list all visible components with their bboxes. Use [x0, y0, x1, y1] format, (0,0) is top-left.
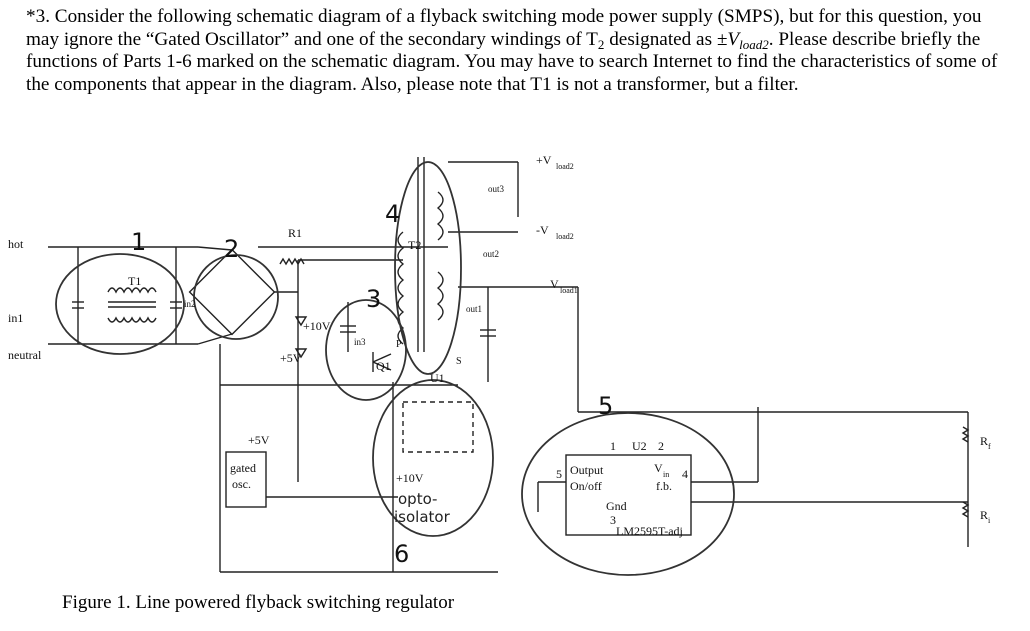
label-vload1: V [550, 277, 559, 291]
label-isolator: isolator [394, 508, 450, 526]
bridge-in-b [198, 334, 232, 344]
pm-v-text: ±V [716, 28, 740, 50]
label-osc: osc. [232, 477, 251, 491]
t2-secondary-1 [438, 192, 443, 240]
label-fb: f.b. [656, 479, 672, 493]
label-neutral: neutral [8, 348, 42, 362]
label-output: Output [570, 463, 604, 477]
label-cout2: out2 [483, 249, 500, 259]
label-vload2-neg: -V [536, 223, 549, 237]
label-opto: opto- [398, 490, 438, 508]
part-marker-3: 3 [366, 285, 382, 313]
label-np: P [396, 339, 402, 350]
label-ri-sub: i [988, 516, 991, 525]
label-cout3: out3 [488, 184, 505, 194]
part-marker-5: 5 [598, 392, 614, 420]
label-pin5: 5 [556, 467, 562, 481]
label-plus10v-b: +10V [396, 471, 424, 485]
rf-resistor [963, 427, 968, 442]
label-ri: R [980, 508, 989, 522]
schematic-wires [48, 157, 968, 572]
label-ns: S [456, 356, 462, 367]
label-cout1: out1 [466, 304, 483, 314]
label-r1: R1 [288, 226, 303, 240]
label-vin-sub: in [663, 470, 670, 479]
label-gnd: Gnd [606, 499, 627, 513]
label-onoff: On/off [570, 479, 602, 493]
ri-resistor [963, 502, 968, 517]
label-u2: U2 [632, 439, 647, 453]
label-cin1: in1 [8, 311, 24, 325]
flyback-schematic-diagram [8, 152, 1018, 582]
t1-winding-bottom [108, 318, 156, 322]
label-vload1-sub: load1 [560, 286, 578, 295]
label-pin4: 4 [682, 467, 688, 481]
question-text-part-2: designated as [604, 28, 717, 50]
part-marker-1: 1 [131, 228, 147, 256]
label-vin: V [654, 461, 663, 475]
label-pin1: 1 [610, 439, 616, 453]
opto-isolator-handwriting [394, 490, 451, 526]
label-vload2-neg-sub: load2 [556, 232, 574, 241]
part-4-circle [395, 162, 461, 374]
question-text-part-1: *3. Consider the following schematic diagram of a flyback switching mode power supply (SMPS), but for this question, you may ignore the “Gated Oscillator” and one of the secondary windings of T [26, 6, 982, 50]
label-t1: T1 [128, 274, 142, 288]
part-marker-6: 6 [394, 540, 410, 568]
label-q1: Q1 [376, 359, 391, 373]
label-t2: T2 [408, 238, 422, 252]
label-plus5v-b: +5V [248, 433, 270, 447]
label-pin3: 3 [610, 513, 616, 527]
label-rf-sub: f [988, 442, 991, 451]
figure-caption: Figure 1. Line powered flyback switching regulator [62, 592, 455, 613]
r1-resistor [280, 259, 304, 264]
part-markers [131, 200, 613, 568]
label-plus10v-a: +10V [303, 319, 331, 333]
opto-coupler-box [403, 402, 473, 452]
pm-vload2-symbol [717, 29, 769, 50]
part-1-circle [56, 254, 184, 354]
load2-subscript: load2 [739, 36, 769, 52]
t1-winding-top [108, 288, 156, 292]
t2-secondary-2 [438, 272, 443, 320]
label-gated: gated [230, 461, 256, 475]
part-5-circle [522, 413, 734, 575]
label-pin2: 2 [658, 439, 664, 453]
part-marker-2: 2 [224, 235, 240, 263]
label-lm2595: LM2595T-adj [616, 524, 683, 538]
question-text [26, 6, 1011, 96]
label-vload2-pos-sub: load2 [556, 162, 574, 171]
label-rf: R [980, 434, 989, 448]
label-hot: hot [8, 237, 24, 251]
label-u1: U1 [430, 371, 445, 385]
t2-subscript: 2 [597, 36, 605, 52]
label-cin3: in3 [354, 337, 366, 347]
label-cin2: in2 [184, 299, 196, 309]
part-marker-4: 4 [385, 200, 401, 228]
question-text-part-3: . Please describe briefly the functions of Parts 1-6 marked on the schematic diagram. You may have to search Internet to find the characteristics of some of the components that appear in the diagram. Also, please note that T1 is not a transformer, but a filter. [26, 28, 998, 95]
part-2-circle [194, 255, 278, 339]
label-vload2-pos: +V [536, 153, 552, 167]
label-plus5v-a: +5V [280, 351, 302, 365]
